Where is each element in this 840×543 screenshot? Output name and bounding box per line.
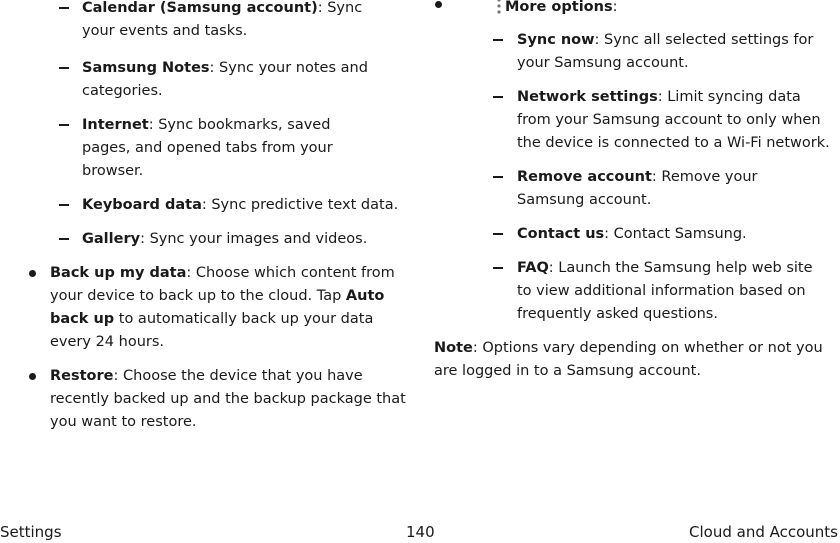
more-options-icon [497, 0, 501, 14]
keyboard-data-item [0, 194, 402, 217]
faq-desc: : Launch the Samsung help web site to view additional information based on frequently asked questions. [517, 260, 813, 322]
sync-now-term: Sync now [517, 32, 595, 48]
calendar-term: Calendar (Samsung account) [82, 0, 318, 16]
internet-item [0, 114, 382, 183]
auto-back-up-desc: to automatically back up your data every 24 hours. [50, 311, 374, 350]
right-column [434, 0, 834, 383]
network-settings-desc: : Limit syncing data from your Samsung account to only when the device is connected to a Wi-Fi network. [517, 89, 830, 151]
gallery-term: Gallery [82, 231, 141, 247]
keyboard-data-desc: : Sync predictive text data. [201, 197, 399, 213]
keyboard-data-term: Keyboard data [82, 197, 202, 213]
auto-back-up-term: Auto back up [50, 288, 385, 327]
internet-desc: : Sync bookmarks, saved pages, and opened tabs from your browser. [82, 117, 333, 179]
restore-item [0, 365, 410, 434]
back-up-item [0, 262, 395, 354]
more-options-desc: : [612, 0, 618, 15]
samsung-notes-item [0, 57, 372, 103]
restore-term: Restore [50, 368, 114, 384]
page-number: 140 [406, 523, 435, 541]
remove-account-term: Remove account [517, 169, 652, 185]
gallery-desc: : Sync your images and videos. [140, 231, 368, 247]
gallery-item [0, 228, 402, 251]
more-options-item [434, 0, 834, 19]
remove-account-item [434, 166, 827, 212]
restore-desc: : Choose the device that you have recently backed up and the backup package that you want to restore. [50, 368, 406, 430]
note-desc: : Options vary depending on whether or not you are logged in to a Samsung account. [434, 340, 823, 379]
note [434, 337, 829, 383]
samsung-notes-term: Samsung Notes [82, 60, 210, 76]
note-term: Note [434, 340, 473, 356]
contact-us-term: Contact us [517, 226, 605, 242]
back-up-desc: : Choose which content from your device to back up to the cloud. Tap [50, 265, 395, 304]
sync-now-item [434, 29, 817, 75]
calendar-desc: : Sync your events and tasks. [82, 0, 363, 39]
sync-now-desc: : Sync all selected settings for your Samsung account. [517, 32, 814, 71]
faq-term: FAQ [517, 260, 549, 276]
footer-section: Settings [0, 523, 62, 541]
footer-chapter: Cloud and Accounts [689, 523, 838, 541]
internet-term: Internet [82, 117, 149, 133]
calendar-item [0, 0, 382, 43]
remove-account-desc: : Remove your Samsung account. [517, 169, 758, 208]
faq-item [434, 257, 827, 326]
network-settings-item [434, 86, 837, 155]
left-column [0, 0, 410, 434]
samsung-notes-desc: : Sync your notes and categories. [82, 60, 368, 99]
more-options-term: More options [505, 0, 613, 15]
contact-us-item [434, 223, 827, 246]
network-settings-term: Network settings [517, 89, 658, 105]
back-up-term: Back up my data [50, 265, 187, 281]
contact-us-desc: : Contact Samsung. [604, 226, 747, 242]
